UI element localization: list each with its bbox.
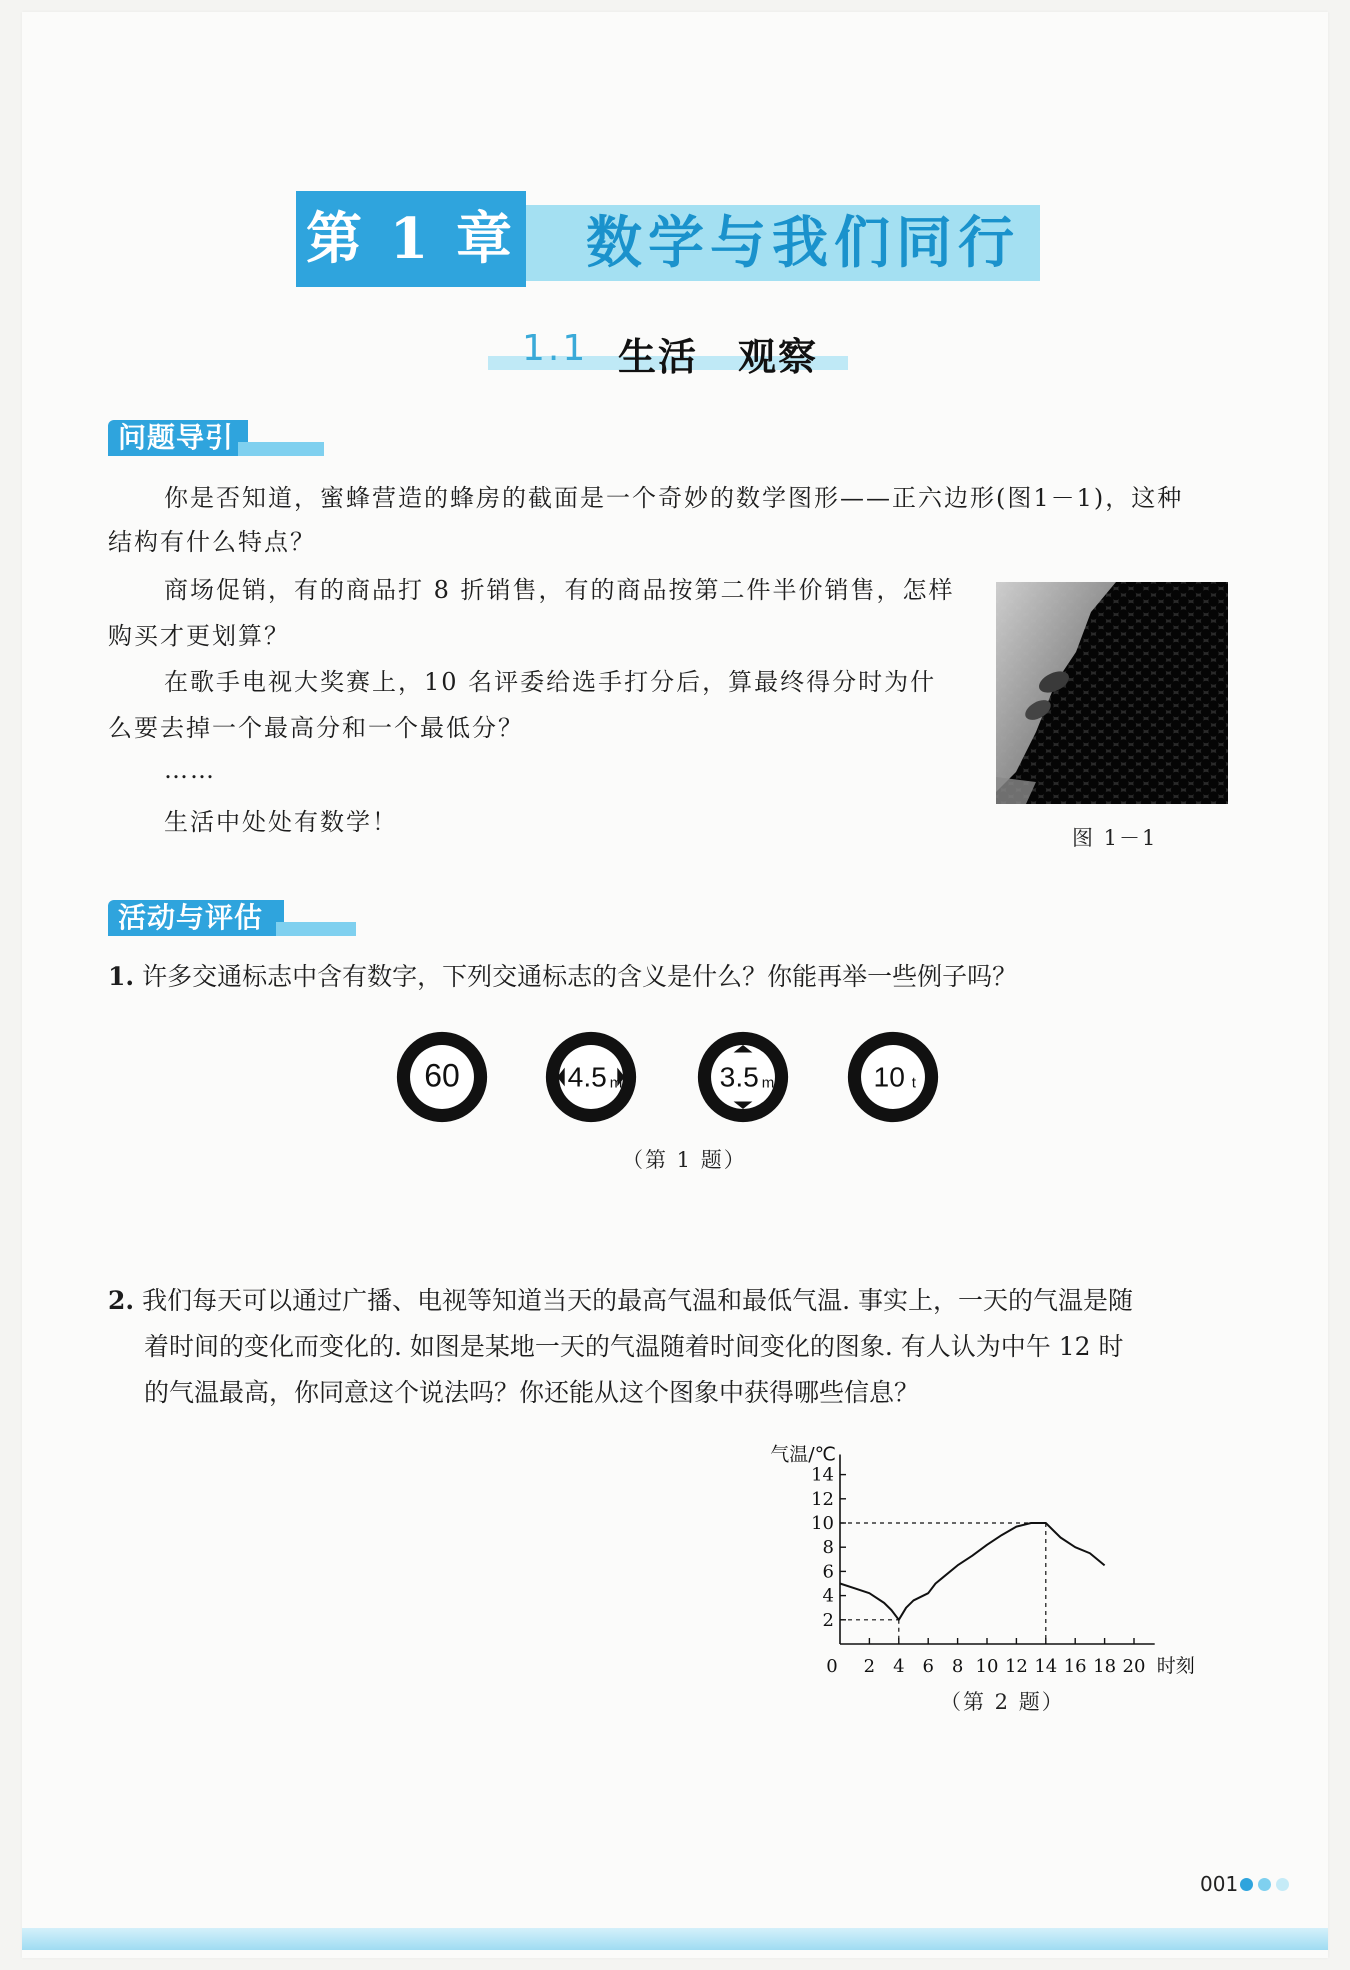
y-tick-label: 4: [822, 1585, 834, 1607]
activity-tag: [108, 898, 348, 938]
y-axis-label: 气温/℃: [770, 1443, 836, 1466]
intro-line-3: 商场促销，有的商品打 8 折销售，有的商品按第二件半价销售，怎样: [164, 576, 955, 604]
intro-line-4: 购买才更划算？: [108, 622, 290, 650]
y-tick-label: 14: [811, 1464, 834, 1486]
x-tick-label: 8: [951, 1656, 964, 1677]
x-tick-label: 6: [922, 1656, 934, 1677]
intro-tag-label: 问题导引: [118, 421, 235, 454]
section-title: 生活 观察: [618, 335, 819, 379]
figure-1-caption: 图 1－1: [1072, 826, 1158, 850]
question-1-text: 许多交通标志中含有数字，下列交通标志的含义是什么？你能再举一些例子吗？: [142, 962, 1018, 991]
x-tick-label: 4: [893, 1656, 905, 1677]
question-2-line-3: 的气温最高，你同意这个说法吗？你还能从这个图象中获得哪些信息？: [144, 1378, 920, 1407]
intro-line-1: 你是否知道，蜜蜂营造的蜂房的截面是一个奇妙的数学图形——正六边形(图1－1)，这种: [164, 484, 1184, 512]
intro-ellipsis: ……: [164, 756, 216, 784]
speed-limit-sign-value: 60: [424, 1057, 460, 1094]
question-2-line-1: [108, 1278, 1133, 1324]
question-1-number: 1.: [108, 962, 135, 991]
height-limit-sign: [696, 1030, 790, 1124]
question-2-line-2: 着时间的变化而变化的. 如图是某地一天的气温随着时间变化的图象. 有人认为中午 12 时: [144, 1332, 1124, 1361]
question-1: [108, 954, 1017, 1000]
question-2-number: 2.: [108, 1286, 135, 1315]
y-tick-label: 12: [811, 1488, 834, 1510]
intro-line-2: 结构有什么特点？: [108, 528, 316, 556]
page-dot-3: [1276, 1878, 1289, 1891]
y-tick-label: 6: [822, 1561, 834, 1583]
width-limit-sign-unit: m: [609, 1074, 623, 1092]
y-tick-label: 10: [811, 1513, 834, 1534]
origin-label: 0: [826, 1656, 838, 1677]
x-tick-label: 18: [1093, 1656, 1117, 1677]
question-2-text-1: 我们每天可以通过广播、电视等知道当天的最高气温和最低气温. 事实上，一天的气温是随: [142, 1286, 1133, 1315]
weight-limit-sign-unit: t: [911, 1074, 916, 1092]
y-tick-label: 2: [822, 1609, 834, 1631]
chapter-title: 数学与我们同行: [586, 210, 1020, 276]
x-tick-label: 2: [863, 1656, 876, 1677]
intro-tag: [108, 418, 324, 458]
chapter-label: 第 1 章: [296, 191, 526, 287]
activity-tag-label: 活动与评估: [118, 901, 264, 934]
speed-limit-sign: [395, 1030, 489, 1124]
question-2-caption: （第 2 题）: [940, 1690, 1065, 1714]
intro-line-5: 在歌手电视大奖赛上，10 名评委给选手打分后，算最终得分时为什: [164, 668, 937, 696]
section-number: 1.1: [522, 328, 589, 369]
y-tick-label: 8: [822, 1537, 834, 1559]
x-tick-label: 12: [1004, 1656, 1028, 1677]
bottom-band: [22, 1928, 1328, 1950]
height-limit-sign-value: 3.5: [719, 1060, 759, 1093]
x-axis-label: 时刻: [1156, 1655, 1195, 1677]
page-dot-2: [1258, 1878, 1271, 1891]
x-tick-label: 10: [975, 1656, 999, 1677]
x-tick-label: 14: [1034, 1656, 1058, 1677]
width-limit-sign: [544, 1030, 638, 1124]
x-tick-label: 16: [1063, 1656, 1087, 1677]
width-limit-sign-value: 4.5: [567, 1060, 607, 1093]
page-dot-1: [1240, 1878, 1253, 1891]
intro-line-7: 生活中处处有数学！: [164, 808, 398, 836]
temperature-chart: [756, 1426, 1226, 1706]
question-1-caption: （第 1 题）: [622, 1148, 747, 1172]
honeycomb-photo: [996, 582, 1228, 804]
x-tick-label: 20: [1122, 1656, 1146, 1677]
height-limit-sign-unit: m: [761, 1074, 775, 1092]
weight-limit-sign: [846, 1030, 940, 1124]
page-number: 001: [1200, 1872, 1239, 1896]
weight-limit-sign-value: 10: [873, 1060, 905, 1093]
intro-line-6: 么要去掉一个最高分和一个最低分？: [108, 714, 524, 742]
temperature-line: [840, 1523, 1105, 1620]
chapter-title-banner: [526, 205, 1040, 281]
